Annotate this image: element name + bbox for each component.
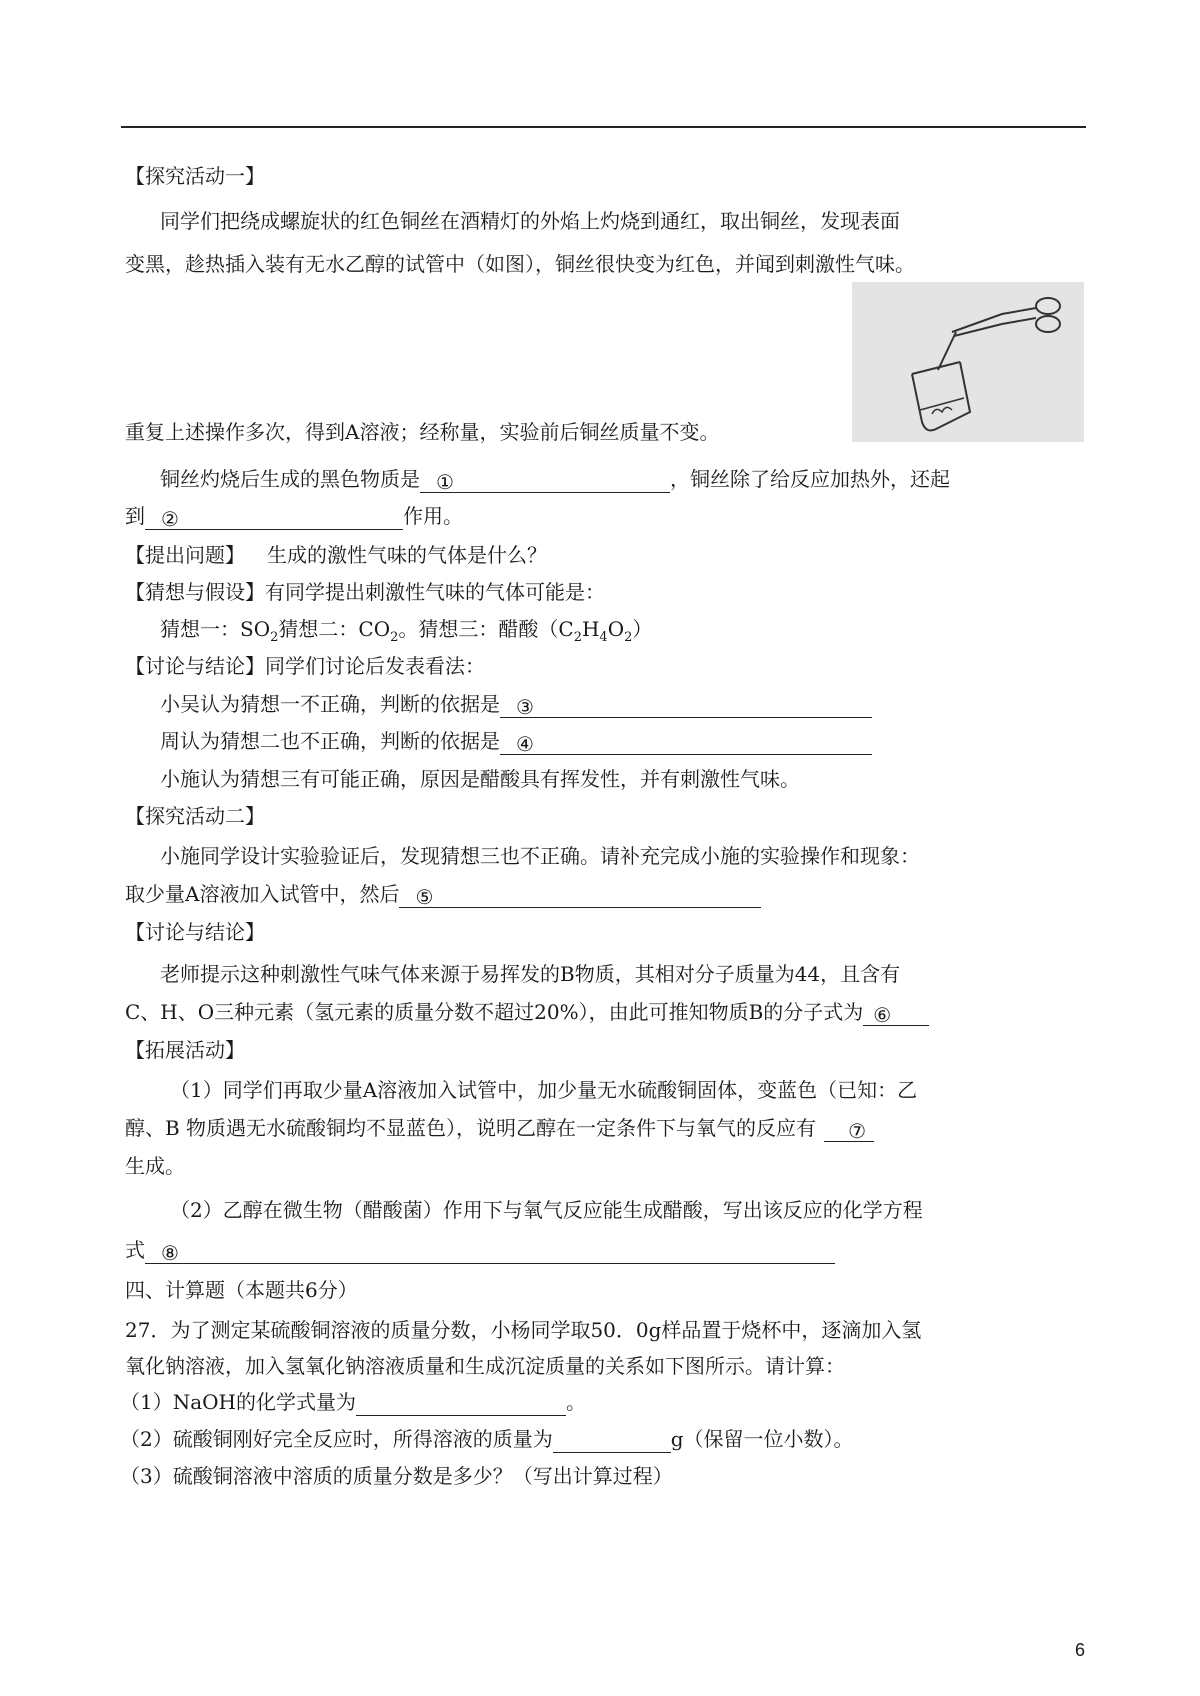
figure-background: [852, 282, 1084, 442]
paragraph-line: 重复上述操作多次，得到A溶液；经称量，实验前后铜丝质量不变。: [125, 420, 720, 444]
answer-blank-27-1[interactable]: [356, 1391, 566, 1416]
paragraph-line: 老师提示这种刺激性气味气体来源于易挥发的B物质，其相对分子质量为44，且含有: [160, 962, 901, 986]
extend-heading: 【拓展活动】: [125, 1038, 245, 1062]
page-number: 6: [1075, 1640, 1086, 1660]
hypothesis-heading: 【猜想与假设】有同学提出刺激性气味的气体可能是：: [125, 580, 605, 604]
header-rule: [121, 126, 1086, 128]
hypothesis-list: 猜想一：$SO_2$猜想二：$CO_2$。猜想三：醋酸$(C_2H_4O_2)$: [160, 617, 653, 645]
question-27-line: 27．为了测定某硫酸铜溶液的质量分数，小杨同学取50．0g样品置于烧杯中，逐滴加入氢: [125, 1318, 922, 1342]
extend-line-8: 式 ⑧: [125, 1236, 835, 1264]
answer-blank-7[interactable]: ⑦: [824, 1117, 874, 1142]
answer-blank-5[interactable]: ⑤: [399, 883, 761, 908]
discussion-line-3: 小吴认为猜想一不正确，判断的依据是 ③: [160, 690, 872, 718]
question-27-line: 氧化钠溶液，加入氢氧化钠溶液质量和生成沉淀质量的关系如下图所示。请计算：: [125, 1354, 845, 1378]
section-title: 四、计算题（本题共6分）: [125, 1278, 358, 1302]
answer-blank-3[interactable]: ③: [500, 693, 872, 718]
answer-blank-1[interactable]: ①: [420, 468, 670, 493]
extend-line-7: 醇、B 物质遇无水硫酸铜均不显蓝色），说明乙醇在一定条件下与氧气的反应有 ⑦: [125, 1114, 874, 1142]
question-1-line: 铜丝灼烧后生成的黑色物质是 ① ，铜丝除了给反应加热外，还起: [160, 467, 950, 494]
sub-question-3: （3）硫酸铜溶液中溶质的质量分数是多少？（写出计算过程）: [120, 1464, 673, 1488]
paragraph-line: （1）同学们再取少量A溶液加入试管中，加少量无水硫酸铜固体，变蓝色（已知：乙: [170, 1078, 918, 1102]
paragraph-line: 变黑，趁热插入装有无水乙醇的试管中（如图），铜丝很快变为红色，并闻到刺激性气味。: [125, 252, 915, 276]
answer-blank-8[interactable]: ⑧: [145, 1239, 835, 1264]
answer-blank-4[interactable]: ④: [500, 730, 872, 755]
test-tube-figure: [852, 282, 1084, 442]
discussion2-heading: 【讨论与结论】: [125, 920, 265, 944]
paragraph-line: 同学们把绕成螺旋状的红色铜丝在酒精灯的外焰上灼烧到通红，取出铜丝，发现表面: [160, 209, 900, 233]
question-heading: 【提出问题】 生成的激性气味的气体是什么？: [125, 543, 547, 567]
paragraph-line: （2）乙醇在微生物（醋酸菌）作用下与氧气反应能生成醋酸，写出该反应的化学方程: [170, 1198, 923, 1222]
answer-blank-2[interactable]: ②: [145, 505, 403, 530]
answer-blank-27-2[interactable]: [553, 1428, 671, 1453]
discussion-line-4: 周认为猜想二也不正确，判断的依据是 ④: [160, 727, 872, 755]
sub-question-1: （1）NaOH的化学式量为 。: [120, 1390, 586, 1414]
question-2-line: 到 ② 作用。: [125, 504, 463, 531]
discussion-line: 小施认为猜想三有可能正确，原因是醋酸具有挥发性，并有刺激性气味。: [160, 767, 800, 791]
activity2-heading: 【探究活动二】: [125, 804, 265, 828]
paragraph-line: 小施同学设计实验验证后，发现猜想三也不正确。请补充完成小施的实验操作和现象：: [160, 844, 920, 868]
activity1-heading: 【探究活动一】: [125, 164, 265, 188]
sub-question-2: （2）硫酸铜刚好完全反应时，所得溶液的质量为 g（保留一位小数）。: [120, 1427, 854, 1451]
answer-blank-6[interactable]: ⑥: [863, 1001, 929, 1026]
paragraph-line: 生成。: [125, 1154, 185, 1178]
discussion-heading: 【讨论与结论】同学们讨论后发表看法：: [125, 654, 485, 678]
discussion2-line-6: C、H、O三种元素（氢元素的质量分数不超过20%），由此可推知物质B的分子式为 ⑥: [125, 998, 929, 1026]
activity2-line-5: 取少量A溶液加入试管中，然后 ⑤: [125, 880, 761, 908]
